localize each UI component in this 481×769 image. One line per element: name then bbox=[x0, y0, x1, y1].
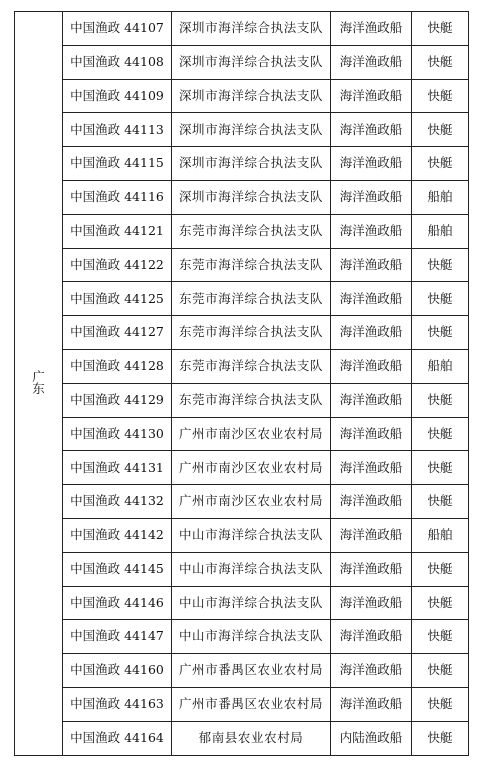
table-row bbox=[15, 113, 469, 147]
managing-unit-cell: 东莞市海洋综合执法支队 bbox=[172, 383, 331, 417]
vessel-name-cell: 中国渔政 44147 bbox=[63, 620, 172, 654]
managing-unit-cell: 广州市南沙区农业农村局 bbox=[172, 417, 331, 451]
vessel-class-cell: 快艇 bbox=[412, 721, 469, 755]
table-row bbox=[15, 12, 469, 46]
vessel-type-cell: 海洋渔政船 bbox=[331, 180, 412, 214]
vessel-type-cell: 海洋渔政船 bbox=[331, 654, 412, 688]
table-row bbox=[15, 552, 469, 586]
vessel-type-cell: 海洋渔政船 bbox=[331, 282, 412, 316]
vessel-type-cell: 海洋渔政船 bbox=[331, 214, 412, 248]
table-row bbox=[15, 654, 469, 688]
vessel-name-cell: 中国渔政 44121 bbox=[63, 214, 172, 248]
managing-unit-cell: 深圳市海洋综合执法支队 bbox=[172, 79, 331, 113]
vessel-type-cell: 海洋渔政船 bbox=[331, 113, 412, 147]
province-char: 广 bbox=[32, 368, 45, 384]
vessel-class-cell: 快艇 bbox=[412, 552, 469, 586]
vessel-class-cell: 快艇 bbox=[412, 620, 469, 654]
vessel-name-cell: 中国渔政 44131 bbox=[63, 451, 172, 485]
vessel-name-cell: 中国渔政 44128 bbox=[63, 349, 172, 383]
managing-unit-cell: 东莞市海洋综合执法支队 bbox=[172, 282, 331, 316]
managing-unit-cell: 中山市海洋综合执法支队 bbox=[172, 552, 331, 586]
province-char: 东 bbox=[32, 381, 45, 397]
vessel-class-cell: 船舶 bbox=[412, 180, 469, 214]
vessel-class-cell: 快艇 bbox=[412, 316, 469, 350]
vessel-type-cell: 海洋渔政船 bbox=[331, 518, 412, 552]
managing-unit-cell: 深圳市海洋综合执法支队 bbox=[172, 12, 331, 46]
table-body bbox=[15, 12, 469, 756]
vessel-class-cell: 船舶 bbox=[412, 349, 469, 383]
vessel-name-cell: 中国渔政 44115 bbox=[63, 147, 172, 181]
table-row bbox=[15, 45, 469, 79]
managing-unit-cell: 广州市番禺区农业农村局 bbox=[172, 687, 331, 721]
managing-unit-cell: 深圳市海洋综合执法支队 bbox=[172, 147, 331, 181]
vessel-class-cell: 快艇 bbox=[412, 451, 469, 485]
managing-unit-cell: 东莞市海洋综合执法支队 bbox=[172, 214, 331, 248]
vessel-class-cell: 快艇 bbox=[412, 113, 469, 147]
vessel-type-cell: 海洋渔政船 bbox=[331, 316, 412, 350]
vessel-name-cell: 中国渔政 44164 bbox=[63, 721, 172, 755]
table-row bbox=[15, 282, 469, 316]
managing-unit-cell: 广州市南沙区农业农村局 bbox=[172, 485, 331, 519]
table-row bbox=[15, 383, 469, 417]
table-row bbox=[15, 451, 469, 485]
managing-unit-cell: 东莞市海洋综合执法支队 bbox=[172, 248, 331, 282]
vessel-name-cell: 中国渔政 44116 bbox=[63, 180, 172, 214]
table-row bbox=[15, 485, 469, 519]
vessel-class-cell: 快艇 bbox=[412, 282, 469, 316]
table-row bbox=[15, 687, 469, 721]
vessel-name-cell: 中国渔政 44108 bbox=[63, 45, 172, 79]
vessel-class-cell: 快艇 bbox=[412, 687, 469, 721]
managing-unit-cell: 中山市海洋综合执法支队 bbox=[172, 620, 331, 654]
vessel-class-cell: 船舶 bbox=[412, 214, 469, 248]
managing-unit-cell: 东莞市海洋综合执法支队 bbox=[172, 316, 331, 350]
vessel-name-cell: 中国渔政 44127 bbox=[63, 316, 172, 350]
vessel-name-cell: 中国渔政 44122 bbox=[63, 248, 172, 282]
vessel-table bbox=[14, 11, 469, 756]
vessel-class-cell: 快艇 bbox=[412, 586, 469, 620]
province-cell bbox=[15, 12, 63, 756]
vessel-name-cell: 中国渔政 44163 bbox=[63, 687, 172, 721]
vessel-name-cell: 中国渔政 44145 bbox=[63, 552, 172, 586]
vessel-class-cell: 快艇 bbox=[412, 654, 469, 688]
vessel-type-cell: 海洋渔政船 bbox=[331, 79, 412, 113]
vessel-type-cell: 海洋渔政船 bbox=[331, 552, 412, 586]
vessel-type-cell: 海洋渔政船 bbox=[331, 417, 412, 451]
table-row bbox=[15, 248, 469, 282]
vessel-name-cell: 中国渔政 44129 bbox=[63, 383, 172, 417]
vessel-type-cell: 海洋渔政船 bbox=[331, 383, 412, 417]
vessel-name-cell: 中国渔政 44142 bbox=[63, 518, 172, 552]
vessel-class-cell: 快艇 bbox=[412, 147, 469, 181]
table-row bbox=[15, 316, 469, 350]
table-row bbox=[15, 79, 469, 113]
managing-unit-cell: 广州市南沙区农业农村局 bbox=[172, 451, 331, 485]
managing-unit-cell: 中山市海洋综合执法支队 bbox=[172, 518, 331, 552]
vessel-name-cell: 中国渔政 44146 bbox=[63, 586, 172, 620]
vessel-type-cell: 海洋渔政船 bbox=[331, 485, 412, 519]
vessel-type-cell: 海洋渔政船 bbox=[331, 586, 412, 620]
table-row bbox=[15, 417, 469, 451]
vessel-name-cell: 中国渔政 44113 bbox=[63, 113, 172, 147]
managing-unit-cell: 广州市番禺区农业农村局 bbox=[172, 654, 331, 688]
vessel-class-cell: 快艇 bbox=[412, 12, 469, 46]
managing-unit-cell: 深圳市海洋综合执法支队 bbox=[172, 180, 331, 214]
table-row bbox=[15, 518, 469, 552]
vessel-name-cell: 中国渔政 44132 bbox=[63, 485, 172, 519]
table-row bbox=[15, 721, 469, 755]
vessel-name-cell: 中国渔政 44109 bbox=[63, 79, 172, 113]
vessel-name-cell: 中国渔政 44160 bbox=[63, 654, 172, 688]
vessel-name-cell: 中国渔政 44130 bbox=[63, 417, 172, 451]
vessel-type-cell: 内陆渔政船 bbox=[331, 721, 412, 755]
vessel-class-cell: 快艇 bbox=[412, 248, 469, 282]
vessel-class-cell: 快艇 bbox=[412, 417, 469, 451]
table-row bbox=[15, 214, 469, 248]
table-row bbox=[15, 586, 469, 620]
vessel-type-cell: 海洋渔政船 bbox=[331, 248, 412, 282]
vessel-type-cell: 海洋渔政船 bbox=[331, 349, 412, 383]
table-row bbox=[15, 180, 469, 214]
vessel-type-cell: 海洋渔政船 bbox=[331, 45, 412, 79]
managing-unit-cell: 东莞市海洋综合执法支队 bbox=[172, 349, 331, 383]
table-row bbox=[15, 620, 469, 654]
table-row bbox=[15, 147, 469, 181]
vessel-type-cell: 海洋渔政船 bbox=[331, 620, 412, 654]
vessel-class-cell: 快艇 bbox=[412, 79, 469, 113]
table-row bbox=[15, 349, 469, 383]
vessel-type-cell: 海洋渔政船 bbox=[331, 451, 412, 485]
managing-unit-cell: 深圳市海洋综合执法支队 bbox=[172, 45, 331, 79]
vessel-type-cell: 海洋渔政船 bbox=[331, 687, 412, 721]
managing-unit-cell: 深圳市海洋综合执法支队 bbox=[172, 113, 331, 147]
vessel-name-cell: 中国渔政 44107 bbox=[63, 12, 172, 46]
vessel-type-cell: 海洋渔政船 bbox=[331, 147, 412, 181]
managing-unit-cell: 中山市海洋综合执法支队 bbox=[172, 586, 331, 620]
vessel-class-cell: 快艇 bbox=[412, 485, 469, 519]
managing-unit-cell: 郁南县农业农村局 bbox=[172, 721, 331, 755]
vessel-type-cell: 海洋渔政船 bbox=[331, 12, 412, 46]
vessel-name-cell: 中国渔政 44125 bbox=[63, 282, 172, 316]
vessel-class-cell: 船舶 bbox=[412, 518, 469, 552]
vessel-class-cell: 快艇 bbox=[412, 383, 469, 417]
vessel-class-cell: 快艇 bbox=[412, 45, 469, 79]
